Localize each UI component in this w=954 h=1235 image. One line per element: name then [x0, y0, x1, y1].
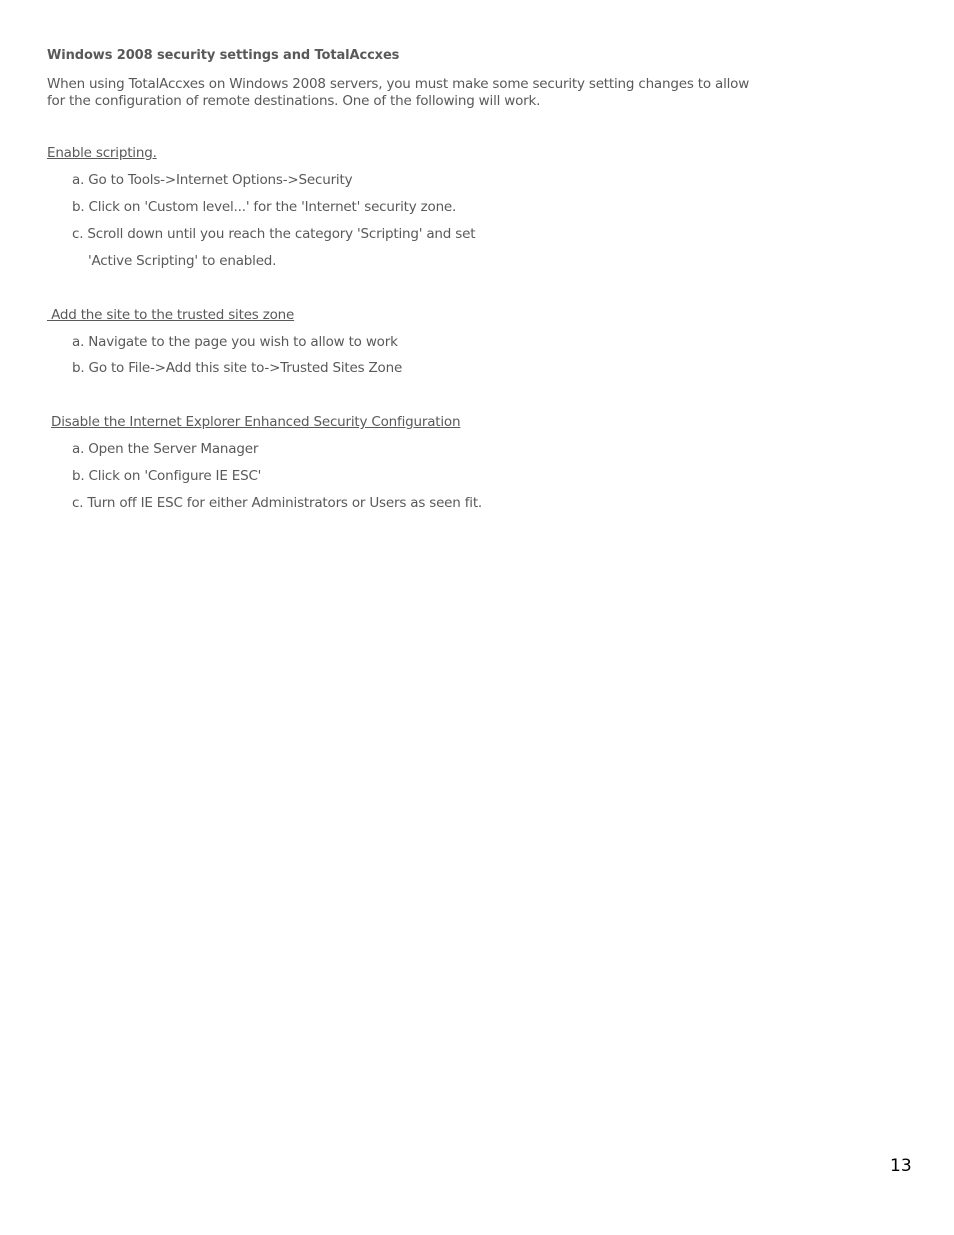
- page-number: 13: [890, 1156, 912, 1176]
- step-item: c. Turn off IE ESC for either Administrators or Users as seen fit.: [72, 495, 483, 511]
- step-item-continuation: 'Active Scripting' to enabled.: [88, 253, 277, 269]
- step-item: c. Scroll down until you reach the category 'Scripting' and set: [72, 226, 476, 242]
- intro-line: for the configuration of remote destinations. One of the following will work.: [47, 93, 541, 109]
- step-item: a. Go to Tools->Internet Options->Security: [72, 172, 353, 188]
- step-item: a. Open the Server Manager: [72, 441, 259, 457]
- intro-line: When using TotalAccxes on Windows 2008 servers, you must make some security setting changes to allow: [47, 76, 750, 92]
- step-item: b. Click on 'Custom level...' for the 'Internet' security zone.: [72, 199, 457, 215]
- step-item: b. Click on 'Configure IE ESC': [72, 468, 262, 484]
- page-title: Windows 2008 security settings and TotalAccxes: [47, 48, 400, 63]
- intro-paragraph: [47, 76, 767, 110]
- section-heading-trusted-sites: Add the site to the trusted sites zone: [47, 307, 295, 323]
- step-item: b. Go to File->Add this site to->Trusted Sites Zone: [72, 360, 403, 376]
- section-heading-disable-ie-esc: Disable the Internet Explorer Enhanced Security Configuration: [51, 414, 461, 430]
- section-heading-enable-scripting: Enable scripting.: [47, 145, 157, 161]
- step-item: a. Navigate to the page you wish to allow to work: [72, 334, 398, 350]
